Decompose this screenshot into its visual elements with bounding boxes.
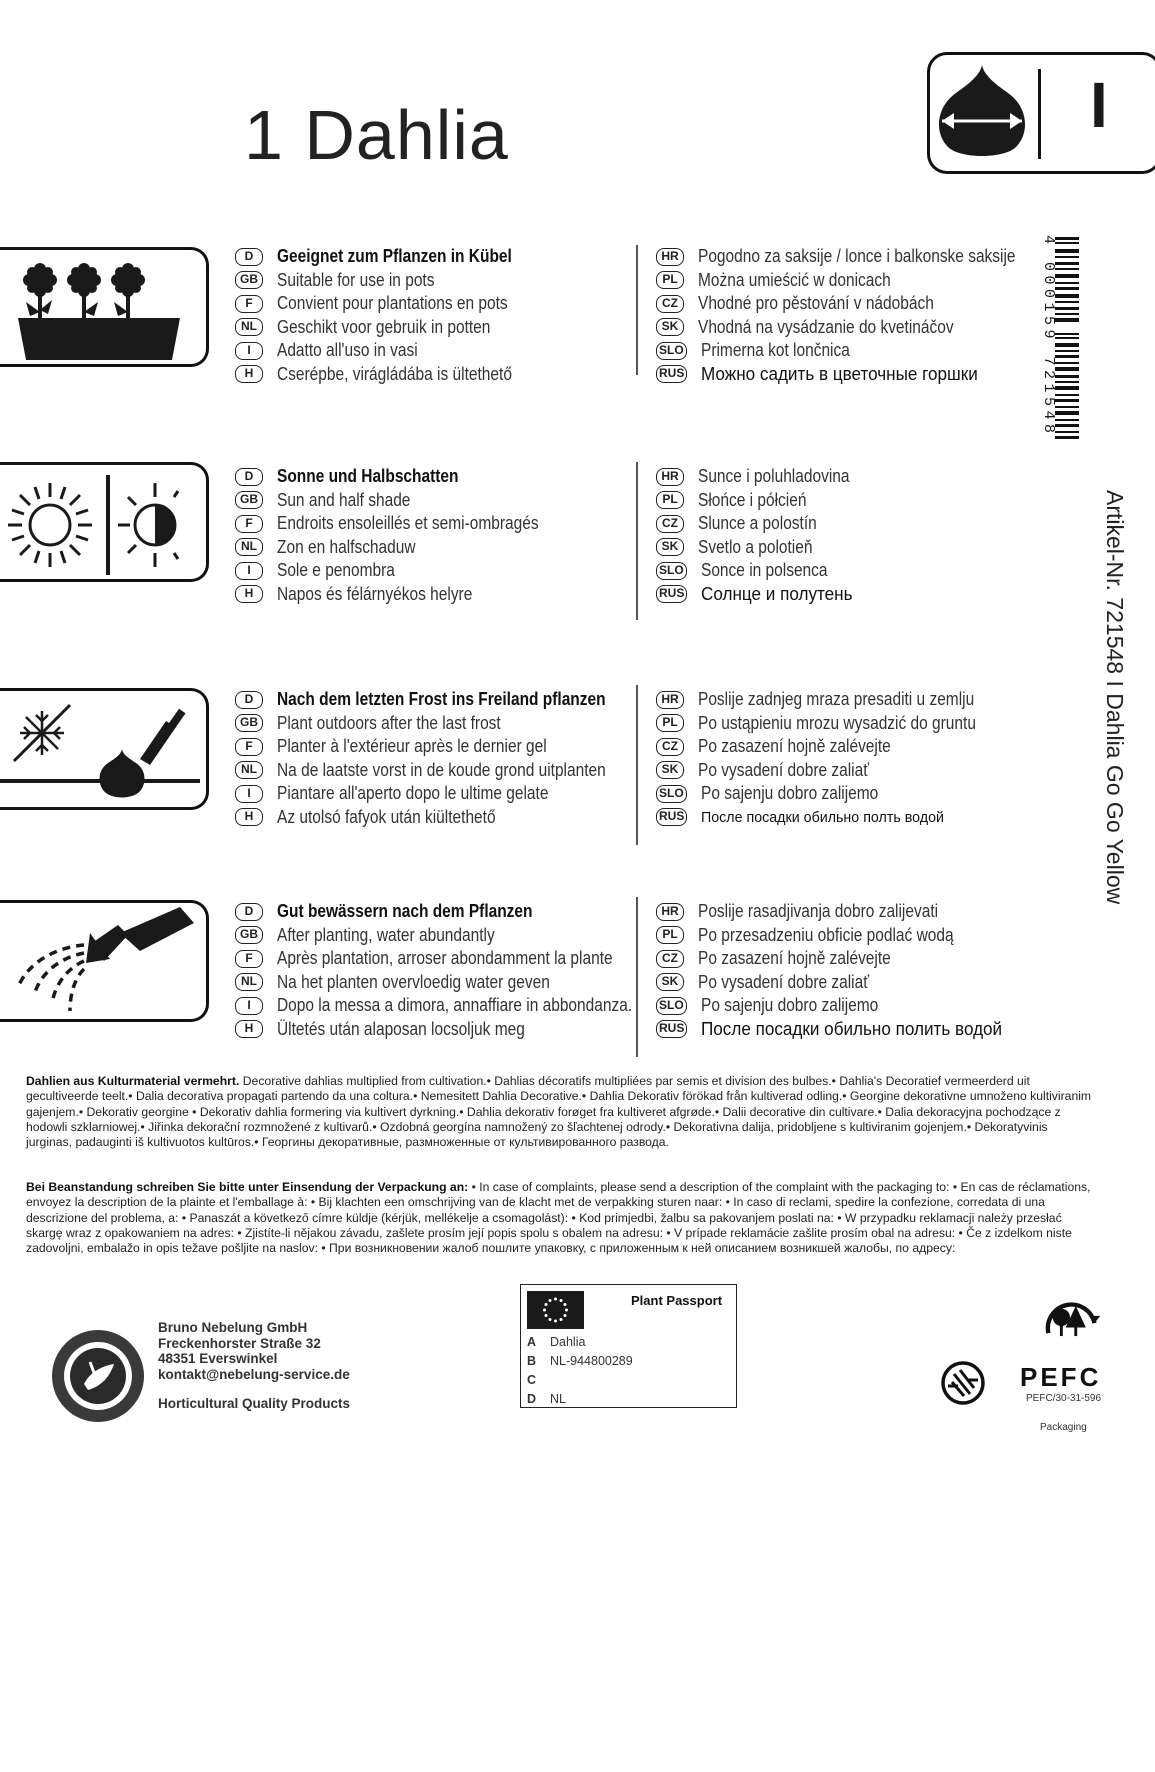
- section-separator: [636, 462, 638, 620]
- lang-row-hr: HR Pogodno za saksije / lonce i balkonske saksije: [656, 245, 1067, 269]
- pefc-packaging-label: Packaging: [1040, 1422, 1087, 1433]
- section-2-right: [656, 465, 874, 606]
- page-title: 1 Dahlia: [244, 96, 509, 174]
- watering-icon-box: [0, 900, 209, 1022]
- lang-row-h: H Napos és félárnyékos helyre: [235, 583, 581, 607]
- lang-row-pl: PL Po ustąpieniu mrozu wysadzić do gruntu: [656, 712, 1021, 736]
- lang-row-f: F Endroits ensoleillés et semi-ombragés: [235, 512, 581, 536]
- lang-row-d: D Gut bewässern nach dem Pflanzen: [235, 900, 690, 924]
- complaint-note: Bei Beanstandung schreiben Sie bitte unter Einsendung der Verpackung an: • In case of complaints, please send a description of the complaint with the packaging to: • En cas de réclamations, envoyez la description de la plainte et l'emballage à: • Bij klachten een omschrijving van de klacht met de verpakking sturen naar: • In caso di reclami, spedire la confezione, corredata di una descrizione del problema, a: • Panaszát a következő címre küldje (kérjük, mellékelje a csomagolást): • Kod primjedbi, žalbu sa pakovanjem poslati na: • W przypadku reklamacji należy przesłać skargę wraz z opakowaniem na adres: • Zjistíte-li nějakou závadu, zašlete prosím její popis spolu s obalem na adresu: • V prípade reklamácie zašlite prosím obal na adresu: • Če z izdelkom niste zadovoljni, embalažo in opis težave pošljite na naslov: • При возникновении жалоб пошлите упаковку, с приложенным к ней описанием возникшей жалобы, по адресу:: [26, 1180, 1091, 1256]
- tagline: Horticultural Quality Products: [158, 1396, 351, 1411]
- section-4-left: [235, 900, 690, 1041]
- passport-row-d: D NL: [527, 1392, 566, 1406]
- lang-row-rus: RUS Солнце и полутень: [656, 583, 874, 607]
- lang-row-pl: PL Można umieścić w donicach: [656, 269, 1067, 293]
- lang-row-sk: SK Po vysadení dobre zaliať: [656, 971, 1018, 995]
- lang-row-i: I Adatto all'uso in vasi: [235, 339, 550, 363]
- lang-row-hr: HR Sunce i poluhladovina: [656, 465, 874, 489]
- lang-row-sk: SK Po vysadení dobre zaliať: [656, 759, 1021, 783]
- lang-row-gb: GB After planting, water abundantly: [235, 924, 690, 948]
- lang-row-slo: SLO Primerna kot lončnica: [656, 339, 1067, 363]
- section-3-left: [235, 688, 659, 829]
- lang-row-cz: CZ Po zasazení hojně zalévejte: [656, 735, 1021, 759]
- lang-row-rus: RUS Можно садить в цветочные горшки: [656, 363, 1067, 387]
- lang-row-rus: RUS После посадки обильно полить водой: [656, 1018, 1018, 1042]
- section-1-left: [235, 245, 550, 386]
- lang-row-rus: RUS После посадки обильно полть водой: [656, 806, 1021, 830]
- lang-row-cz: CZ Slunce a polostín: [656, 512, 874, 536]
- street: Freckenhorster Straße 32: [158, 1335, 321, 1351]
- bulb-size-icon: [932, 59, 1032, 169]
- lang-row-cz: CZ Vhodné pro pěstování v nádobách: [656, 292, 1067, 316]
- passport-title: Plant Passport: [631, 1293, 723, 1308]
- lang-row-f: F Convient pour plantations en pots: [235, 292, 550, 316]
- bulb-size-box: [927, 52, 1155, 174]
- lang-row-h: H Ültetés után alaposan locsoljuk meg: [235, 1018, 690, 1042]
- lang-row-f: F Planter à l'extérieur après le dernier gel: [235, 735, 659, 759]
- sun-half-shade-icon: [0, 465, 209, 582]
- sun-half-shade-icon-box: [0, 462, 209, 582]
- company-name: Bruno Nebelung GmbH: [158, 1320, 308, 1335]
- sustainable-supplier-seal-icon: [50, 1328, 146, 1424]
- lang-row-sk: SK Svetlo a polotieň: [656, 536, 874, 560]
- watering-can-icon: [0, 903, 209, 1022]
- lang-row-d: D Geeignet zum Pflanzen in Kübel: [235, 245, 550, 269]
- eu-flag-icon: [527, 1291, 584, 1329]
- passport-row-a: A Dahlia: [527, 1335, 586, 1349]
- lang-row-cz: CZ Po zasazení hojně zalévejte: [656, 947, 1018, 971]
- email: kontakt@nebelung-service.de: [158, 1366, 350, 1382]
- lang-row-nl: NL Na het planten overvloedig water geven: [235, 971, 690, 995]
- lang-row-gb: GB Suitable for use in pots: [235, 269, 550, 293]
- lang-row-nl: NL Zon en halfschaduw: [235, 536, 581, 560]
- passport-row-c: C: [527, 1373, 537, 1387]
- lang-row-pl: PL Po przesadzeniu obficie podlać wodą: [656, 924, 1018, 948]
- lang-row-nl: NL Geschikt voor gebruik in potten: [235, 316, 550, 340]
- recycle-icon: [940, 1360, 986, 1406]
- barcode-icon: [1055, 235, 1079, 440]
- pefc-logo-icon: [1020, 1290, 1120, 1362]
- lang-row-d: D Sonne und Halbschatten: [235, 465, 581, 489]
- flower-pot-icon-box: [0, 247, 209, 367]
- cultivation-note: Dahlien aus Kulturmaterial vermehrt. Decorative dahlias multiplied from cultivation.• Dahlias décoratifs multipliées par semis et division des bulbes.• Dahlia's Decoratief vermeerderd uit gecultiveerde teelt.• Dalia decorativa propagati partendo da una coltura.• Nemesitett Dahlia Decorative.• Dahlia Dekorativ förökad från kultiverad odling.• Georgine dekorativne umnoženo kultiviranim gajenjem.• Dekorativ georgine • Dekorativ dahlia formering via kultivert dyrkning.• Dahlia dekorativ forøget fra kultiveret afgrøde.• Dalii decorative din cultivare.• Dalia dekoracyjna pochodzące z hodowli szklarniowej.• Jiřinka dekorační rozmnožené z kultivarů.• Ozdobná georgína namnožený zo šľachtenej odrody.• Dekorativna dalija, pridobljene s kultiviranim gojenjem.• Dekoratyvinis jurginas, padauginti iš kultivuotos kultūros.• Георгины декоративные, размноженные от культивированного развода.: [26, 1074, 1092, 1150]
- lang-row-gb: GB Sun and half shade: [235, 489, 581, 513]
- lang-row-slo: SLO Po sajenju dobro zalijemo: [656, 994, 1018, 1018]
- lang-row-f: F Après plantation, arroser abondamment la plante: [235, 947, 690, 971]
- barcode-number: 4 000159 721548: [1040, 235, 1057, 438]
- section-1-right: [656, 245, 1067, 386]
- lang-row-h: H Cserépbe, virágládába is ültethető: [235, 363, 550, 387]
- section-separator: [636, 245, 638, 375]
- after-frost-planting-icon: [0, 691, 209, 810]
- after-frost-icon-box: [0, 688, 209, 810]
- lang-row-hr: HR Poslije rasadjivanja dobro zalijevati: [656, 900, 1018, 924]
- pefc-code: PEFC/30-31-596: [1026, 1393, 1102, 1404]
- lang-row-gb: GB Plant outdoors after the last frost: [235, 712, 659, 736]
- lang-row-nl: NL Na de laatste vorst in de koude grond uitplanten: [235, 759, 659, 783]
- article-number: Artikel-Nr. 721548 I Dahlia Go Go Yellow: [1102, 490, 1128, 905]
- lang-row-slo: SLO Po sajenju dobro zalijemo: [656, 782, 1021, 806]
- plant-passport: [520, 1284, 737, 1408]
- lang-row-i: I Sole e penombra: [235, 559, 581, 583]
- lang-row-sk: SK Vhodná na vysádzanie do kvetináčov: [656, 316, 1067, 340]
- lang-row-d: D Nach dem letzten Frost ins Freiland pflanzen: [235, 688, 659, 712]
- city: 48351 Everswinkel: [158, 1351, 278, 1366]
- pefc-name: PEFC: [1020, 1362, 1102, 1392]
- bulb-size-label: I: [1090, 69, 1108, 141]
- lang-row-pl: PL Słońce i półcień: [656, 489, 874, 513]
- section-2-left: [235, 465, 581, 606]
- lang-row-i: I Piantare all'aperto dopo le ultime gelate: [235, 782, 659, 806]
- lang-row-slo: SLO Sonce in polsenca: [656, 559, 874, 583]
- flower-pot-icon: [0, 250, 209, 367]
- lang-row-i: I Dopo la messa a dimora, annaffiare in abbondanza.: [235, 994, 690, 1018]
- section-4-right: [656, 900, 1018, 1041]
- lang-row-hr: HR Poslije zadnjeg mraza presaditi u zemlju: [656, 688, 1021, 712]
- passport-row-b: B NL-944800289: [527, 1354, 633, 1368]
- section-3-right: [656, 688, 1021, 829]
- lang-row-h: H Az utolsó fafyok után kiültethető: [235, 806, 659, 830]
- address-block: [158, 1320, 350, 1382]
